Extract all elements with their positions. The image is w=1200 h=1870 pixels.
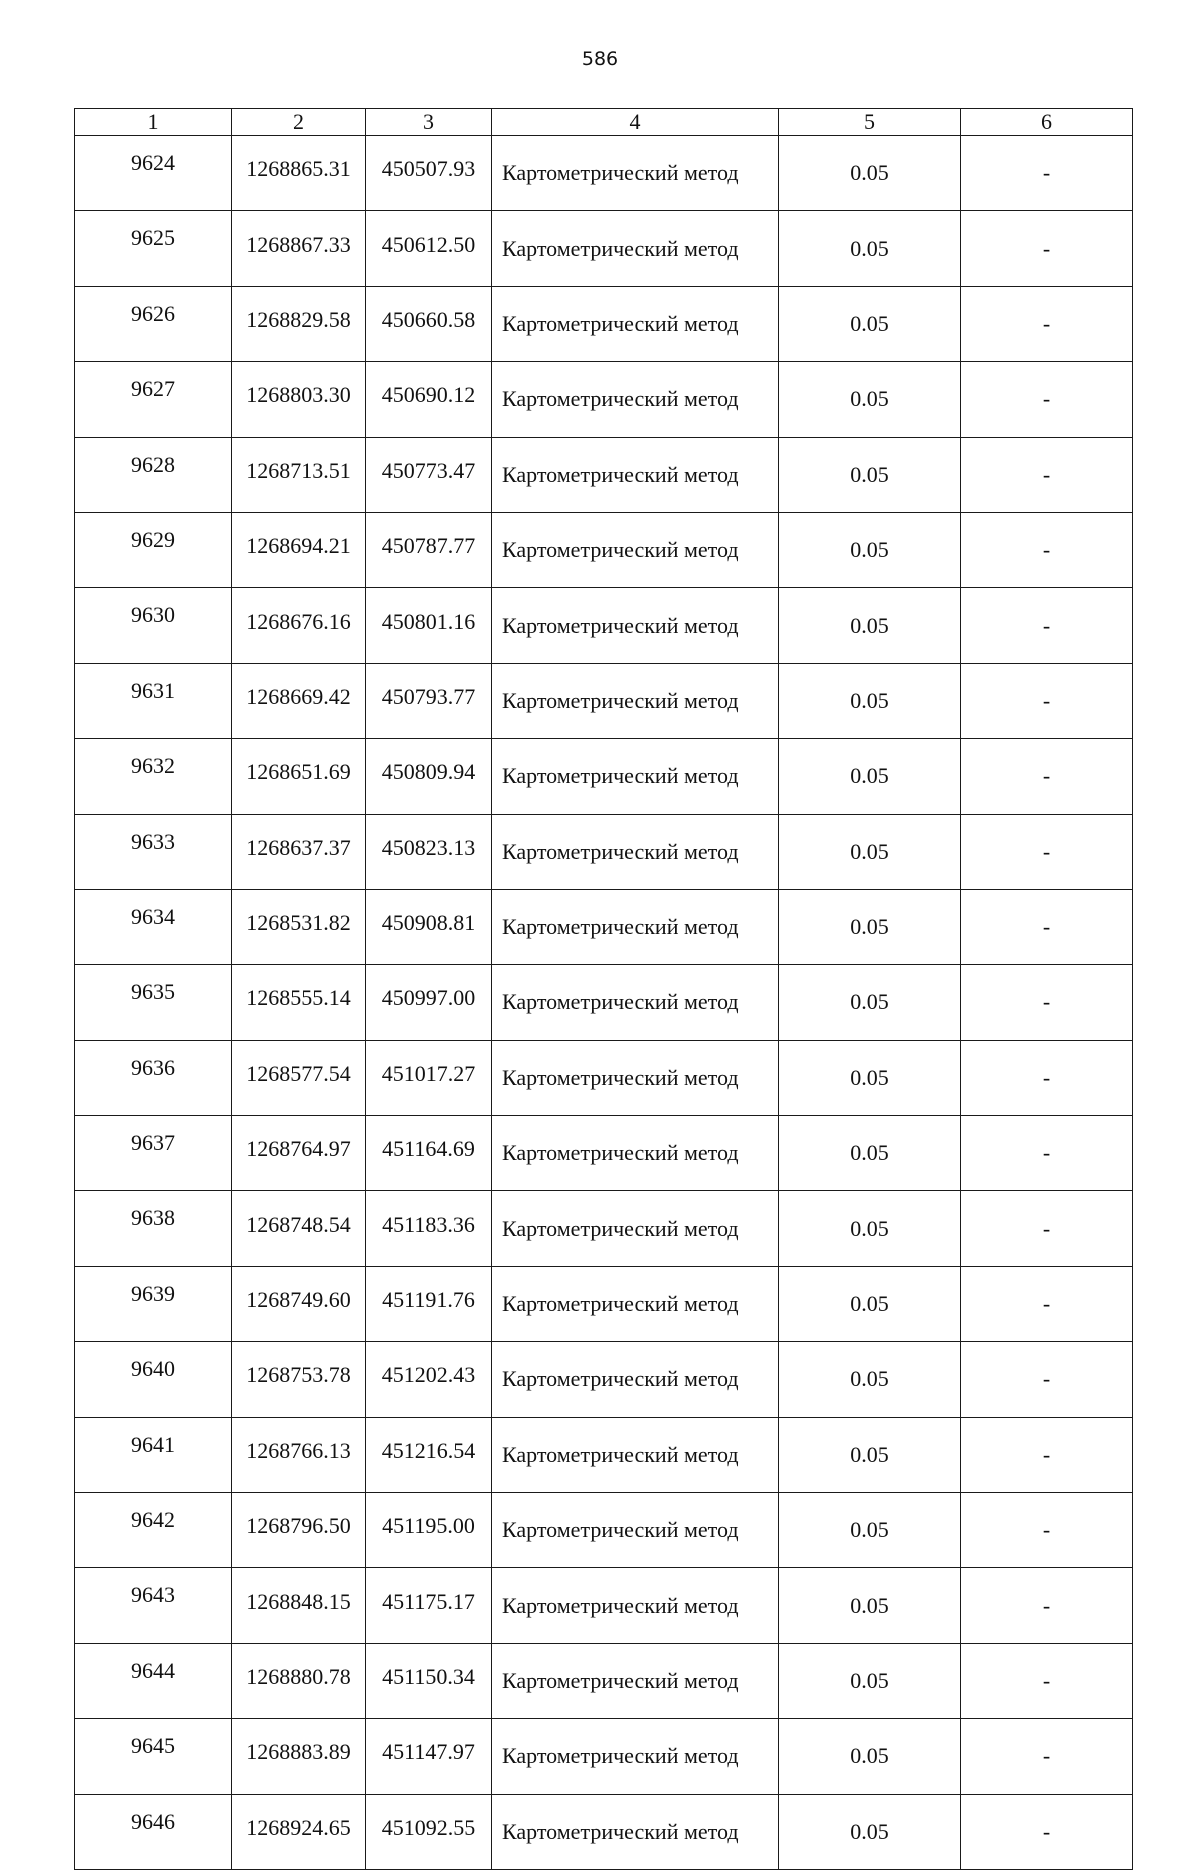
x-coordinate-cell-value: 1268749.60 (246, 1287, 351, 1313)
x-coordinate-cell-value: 1268676.16 (246, 608, 351, 634)
note-cell: - (961, 889, 1133, 964)
point-number-cell: 9626 (75, 286, 232, 361)
accuracy-cell: 0.05 (779, 136, 961, 211)
accuracy-cell: 0.05 (779, 437, 961, 512)
method-cell: Картометрический метод (492, 814, 779, 889)
y-coordinate-cell-value: 451216.54 (381, 1437, 476, 1463)
point-number-cell: 9634 (75, 889, 232, 964)
x-coordinate-cell (232, 136, 366, 211)
y-coordinate-cell-value: 450793.77 (381, 683, 476, 709)
table-row (75, 588, 1133, 663)
point-number-cell: 9633 (75, 814, 232, 889)
method-cell: Картометрический метод (492, 512, 779, 587)
table-row (75, 739, 1133, 814)
method-cell: Картометрический метод (492, 1342, 779, 1417)
point-number-cell: 9639 (75, 1266, 232, 1341)
table-row (75, 1568, 1133, 1643)
column-header-2: 2 (232, 109, 366, 136)
y-coordinate-cell-value: 450801.16 (381, 608, 476, 634)
x-coordinate-cell-value: 1268694.21 (246, 533, 351, 559)
note-cell: - (961, 1191, 1133, 1266)
y-coordinate-cell-value: 450997.00 (381, 985, 476, 1011)
x-coordinate-cell-value: 1268880.78 (246, 1664, 351, 1689)
y-coordinate-cell (366, 1493, 492, 1568)
accuracy-cell: 0.05 (779, 588, 961, 663)
accuracy-cell: 0.05 (779, 1342, 961, 1417)
accuracy-cell: 0.05 (779, 1794, 961, 1869)
method-cell: Картометрический метод (492, 1643, 779, 1718)
accuracy-cell: 0.05 (779, 965, 961, 1040)
accuracy-cell: 0.05 (779, 1191, 961, 1266)
table-row (75, 512, 1133, 587)
note-cell: - (961, 512, 1133, 587)
y-coordinate-cell-value: 450507.93 (381, 156, 476, 182)
y-coordinate-cell-value: 451147.97 (382, 1739, 475, 1765)
y-coordinate-cell-value: 451183.36 (382, 1211, 475, 1237)
point-number-cell: 9637 (75, 1116, 232, 1191)
accuracy-cell: 0.05 (779, 1266, 961, 1341)
y-coordinate-cell (366, 889, 492, 964)
y-coordinate-cell (366, 1266, 492, 1341)
note-cell: - (961, 1342, 1133, 1417)
column-header-6: 6 (961, 109, 1133, 136)
x-coordinate-cell-value: 1268766.13 (246, 1437, 351, 1463)
y-coordinate-cell (366, 965, 492, 1040)
table-row (75, 1191, 1133, 1266)
y-coordinate-cell-value: 451092.55 (381, 1814, 476, 1840)
note-cell: - (961, 965, 1133, 1040)
column-header-4: 4 (492, 109, 779, 136)
note-cell: - (961, 286, 1133, 361)
table-row (75, 437, 1133, 512)
table-row (75, 1719, 1133, 1794)
x-coordinate-cell (232, 1643, 366, 1718)
x-coordinate-cell (232, 663, 366, 738)
y-coordinate-cell (366, 437, 492, 512)
x-coordinate-cell-value: 1268555.14 (246, 985, 351, 1011)
y-coordinate-cell (366, 1191, 492, 1266)
x-coordinate-cell (232, 889, 366, 964)
y-coordinate-cell-value: 451150.34 (382, 1664, 475, 1689)
accuracy-cell: 0.05 (779, 1568, 961, 1643)
point-number-cell: 9646 (75, 1794, 232, 1869)
table-row (75, 663, 1133, 738)
method-cell: Картометрический метод (492, 1116, 779, 1191)
method-cell: Картометрический метод (492, 1417, 779, 1492)
accuracy-cell: 0.05 (779, 814, 961, 889)
point-number-cell: 9643 (75, 1568, 232, 1643)
y-coordinate-cell (366, 1040, 492, 1115)
point-number-cell: 9638 (75, 1191, 232, 1266)
method-cell: Картометрический метод (492, 286, 779, 361)
y-coordinate-cell (366, 211, 492, 286)
x-coordinate-cell-value: 1268577.54 (246, 1060, 351, 1086)
y-coordinate-cell-value: 451175.17 (382, 1588, 475, 1614)
column-header-1: 1 (75, 109, 232, 136)
accuracy-cell: 0.05 (779, 1493, 961, 1568)
y-coordinate-cell (366, 286, 492, 361)
y-coordinate-cell-value: 451191.76 (382, 1287, 475, 1313)
point-number-cell: 9628 (75, 437, 232, 512)
point-number-cell: 9636 (75, 1040, 232, 1115)
accuracy-cell: 0.05 (779, 1417, 961, 1492)
y-coordinate-cell (366, 1794, 492, 1869)
y-coordinate-cell-value: 450908.81 (381, 910, 476, 936)
y-coordinate-cell-value: 451164.69 (382, 1136, 475, 1162)
note-cell: - (961, 663, 1133, 738)
method-cell: Картометрический метод (492, 889, 779, 964)
x-coordinate-cell-value: 1268531.82 (246, 910, 351, 936)
x-coordinate-cell (232, 1493, 366, 1568)
x-coordinate-cell (232, 211, 366, 286)
point-number-cell: 9641 (75, 1417, 232, 1492)
method-cell: Картометрический метод (492, 1794, 779, 1869)
table-row (75, 1342, 1133, 1417)
method-cell: Картометрический метод (492, 362, 779, 437)
point-number-cell: 9625 (75, 211, 232, 286)
method-cell: Картометрический метод (492, 1719, 779, 1794)
table-row (75, 1266, 1133, 1341)
column-header-5: 5 (779, 109, 961, 136)
accuracy-cell: 0.05 (779, 663, 961, 738)
x-coordinate-cell (232, 362, 366, 437)
accuracy-cell: 0.05 (779, 739, 961, 814)
accuracy-cell: 0.05 (779, 286, 961, 361)
x-coordinate-cell-value: 1268803.30 (246, 382, 351, 408)
x-coordinate-cell-value: 1268748.54 (246, 1211, 351, 1237)
table-row (75, 965, 1133, 1040)
x-coordinate-cell (232, 739, 366, 814)
point-number-cell: 9629 (75, 512, 232, 587)
x-coordinate-cell (232, 286, 366, 361)
table-row (75, 1417, 1133, 1492)
table-row (75, 362, 1133, 437)
x-coordinate-cell-value: 1268637.37 (246, 834, 351, 860)
table-row (75, 211, 1133, 286)
y-coordinate-cell (366, 1342, 492, 1417)
note-cell: - (961, 1040, 1133, 1115)
table-row (75, 286, 1133, 361)
y-coordinate-cell-value: 450612.50 (381, 231, 476, 257)
y-coordinate-cell (366, 1643, 492, 1718)
method-cell: Картометрический метод (492, 739, 779, 814)
y-coordinate-cell (366, 1568, 492, 1643)
y-coordinate-cell-value: 451017.27 (381, 1060, 476, 1086)
accuracy-cell: 0.05 (779, 889, 961, 964)
table-body (75, 136, 1133, 1870)
y-coordinate-cell-value: 450773.47 (381, 457, 476, 483)
note-cell: - (961, 1794, 1133, 1869)
x-coordinate-cell (232, 512, 366, 587)
note-cell: - (961, 1568, 1133, 1643)
y-coordinate-cell (366, 663, 492, 738)
x-coordinate-cell (232, 1191, 366, 1266)
x-coordinate-cell (232, 965, 366, 1040)
table-row (75, 814, 1133, 889)
accuracy-cell: 0.05 (779, 512, 961, 587)
x-coordinate-cell-value: 1268883.89 (246, 1739, 351, 1765)
accuracy-cell: 0.05 (779, 1040, 961, 1115)
note-cell: - (961, 1643, 1133, 1718)
point-number-cell: 9627 (75, 362, 232, 437)
y-coordinate-cell (366, 1116, 492, 1191)
x-coordinate-cell (232, 1266, 366, 1341)
note-cell: - (961, 1266, 1133, 1341)
table-row (75, 1116, 1133, 1191)
x-coordinate-cell (232, 1116, 366, 1191)
x-coordinate-cell-value: 1268867.33 (246, 231, 351, 257)
note-cell: - (961, 739, 1133, 814)
method-cell: Картометрический метод (492, 1568, 779, 1643)
point-number-cell: 9635 (75, 965, 232, 1040)
x-coordinate-cell (232, 1342, 366, 1417)
table-row (75, 889, 1133, 964)
method-cell: Картометрический метод (492, 965, 779, 1040)
x-coordinate-cell-value: 1268796.50 (246, 1513, 351, 1539)
x-coordinate-cell (232, 1794, 366, 1869)
accuracy-cell: 0.05 (779, 211, 961, 286)
y-coordinate-cell (366, 1417, 492, 1492)
x-coordinate-cell-value: 1268753.78 (246, 1362, 351, 1388)
y-coordinate-cell (366, 814, 492, 889)
note-cell: - (961, 136, 1133, 211)
column-header-3: 3 (366, 109, 492, 136)
y-coordinate-cell (366, 739, 492, 814)
point-number-cell: 9640 (75, 1342, 232, 1417)
x-coordinate-cell (232, 437, 366, 512)
x-coordinate-cell-value: 1268848.15 (246, 1588, 351, 1614)
table-row (75, 1493, 1133, 1568)
x-coordinate-cell-value: 1268764.97 (246, 1136, 351, 1162)
x-coordinate-cell-value: 1268865.31 (246, 156, 351, 182)
x-coordinate-cell (232, 814, 366, 889)
x-coordinate-cell (232, 588, 366, 663)
y-coordinate-cell (366, 512, 492, 587)
y-coordinate-cell-value: 450690.12 (381, 382, 476, 408)
note-cell: - (961, 437, 1133, 512)
method-cell: Картометрический метод (492, 663, 779, 738)
x-coordinate-cell-value: 1268669.42 (246, 683, 351, 709)
x-coordinate-cell-value: 1268713.51 (246, 457, 351, 483)
point-number-cell: 9642 (75, 1493, 232, 1568)
note-cell: - (961, 814, 1133, 889)
point-number-cell: 9644 (75, 1643, 232, 1718)
y-coordinate-cell (366, 362, 492, 437)
accuracy-cell: 0.05 (779, 362, 961, 437)
method-cell: Картометрический метод (492, 211, 779, 286)
y-coordinate-cell (366, 136, 492, 211)
point-number-cell: 9632 (75, 739, 232, 814)
x-coordinate-cell-value: 1268924.65 (246, 1814, 351, 1840)
method-cell: Картометрический метод (492, 1493, 779, 1568)
page-number: 586 (581, 48, 619, 70)
note-cell: - (961, 1719, 1133, 1794)
table-row (75, 1794, 1133, 1869)
y-coordinate-cell-value: 451202.43 (381, 1362, 476, 1388)
table-row (75, 136, 1133, 211)
y-coordinate-cell-value: 450823.13 (381, 834, 476, 860)
coordinates-table (74, 108, 1133, 1870)
method-cell: Картометрический метод (492, 1040, 779, 1115)
accuracy-cell: 0.05 (779, 1719, 961, 1794)
method-cell: Картометрический метод (492, 136, 779, 211)
point-number-cell: 9645 (75, 1719, 232, 1794)
method-cell: Картометрический метод (492, 588, 779, 663)
method-cell: Картометрический метод (492, 1191, 779, 1266)
accuracy-cell: 0.05 (779, 1116, 961, 1191)
method-cell: Картометрический метод (492, 1266, 779, 1341)
table-header-row (75, 109, 1133, 136)
note-cell: - (961, 362, 1133, 437)
x-coordinate-cell (232, 1417, 366, 1492)
y-coordinate-cell-value: 450660.58 (381, 306, 476, 332)
point-number-cell: 9631 (75, 663, 232, 738)
accuracy-cell: 0.05 (779, 1643, 961, 1718)
x-coordinate-cell-value: 1268651.69 (246, 759, 351, 785)
note-cell: - (961, 1417, 1133, 1492)
note-cell: - (961, 588, 1133, 663)
x-coordinate-cell (232, 1568, 366, 1643)
point-number-cell: 9630 (75, 588, 232, 663)
x-coordinate-cell (232, 1040, 366, 1115)
x-coordinate-cell-value: 1268829.58 (246, 306, 351, 332)
y-coordinate-cell-value: 451195.00 (382, 1513, 475, 1539)
y-coordinate-cell (366, 1719, 492, 1794)
y-coordinate-cell (366, 588, 492, 663)
note-cell: - (961, 1493, 1133, 1568)
note-cell: - (961, 1116, 1133, 1191)
x-coordinate-cell (232, 1719, 366, 1794)
note-cell: - (961, 211, 1133, 286)
table-row (75, 1040, 1133, 1115)
method-cell: Картометрический метод (492, 437, 779, 512)
y-coordinate-cell-value: 450787.77 (381, 533, 476, 559)
y-coordinate-cell-value: 450809.94 (381, 759, 476, 785)
point-number-cell: 9624 (75, 136, 232, 211)
table-row (75, 1643, 1133, 1718)
